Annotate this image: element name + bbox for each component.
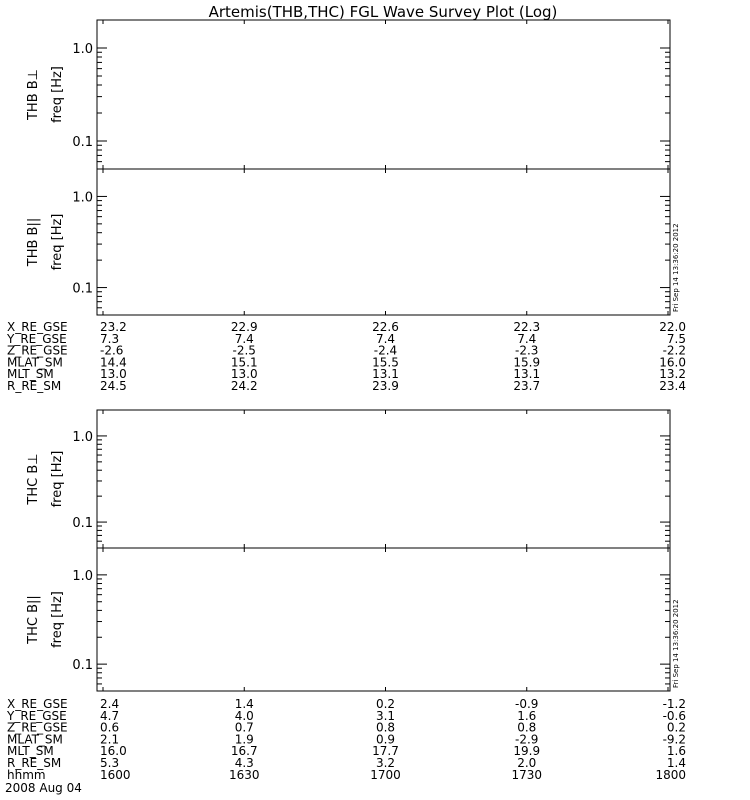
ephem-value: -2.6 (100, 343, 124, 358)
panel-label: THC B|| (26, 595, 41, 644)
panel-frame (97, 20, 670, 169)
ephem-value: -9.2 (662, 732, 686, 747)
spectrogram-panel (26, 169, 680, 315)
ephem-value: 16.7 (230, 744, 258, 759)
plot-timestamp: Fri Sep 14 13:36:20 2012 (672, 223, 680, 312)
ephem-row-name: X_RE_GSE (7, 320, 68, 334)
ephem-value: 19.9 (513, 744, 541, 759)
ephem-value: 4.0 (234, 708, 254, 723)
ephem-value: 23.7 (513, 379, 541, 393)
ephem-row-name: R_RE_SM (7, 756, 62, 770)
ephem-value: 17.7 (372, 744, 399, 759)
ephemeris-tables (6, 320, 686, 782)
ephem-value: 15.9 (513, 355, 541, 370)
ephem-value: 13.0 (230, 367, 258, 382)
ephem-value: 22.6 (372, 320, 399, 334)
ephem-row-name: Z_RE_GSE (7, 720, 68, 735)
ephemeris-table (6, 697, 686, 782)
ephem-value: -2.4 (373, 343, 398, 358)
ephem-value: 24.2 (230, 379, 258, 393)
ephem-value: 23.4 (659, 379, 686, 393)
ephem-value: 4.7 (100, 708, 120, 723)
ephem-value: 15.1 (230, 355, 258, 370)
spectrogram-panel (26, 410, 670, 548)
panel-label: THB B⊥ (26, 68, 41, 121)
ephem-value: 16.0 (100, 744, 127, 759)
panel-frame (97, 548, 670, 691)
ephem-value: 7.4 (234, 331, 254, 346)
panel-label: THB B|| (26, 217, 41, 267)
panel-label: THC B⊥ (26, 453, 41, 505)
ephem-value: 13.2 (659, 367, 686, 382)
ephem-value: 22.0 (659, 320, 686, 334)
ephem-value: 13.1 (513, 367, 541, 382)
panel-frame (97, 169, 670, 315)
ephem-row-name: MLAT_SM (7, 732, 63, 747)
ephem-value: 15.5 (372, 355, 399, 370)
y-tick-label: 1.0 (72, 429, 93, 445)
ephem-row-name: MLT_SM (7, 744, 54, 759)
ephem-value: 14.4 (100, 355, 127, 370)
plot-timestamp: Fri Sep 14 13:36:20 2012 (672, 599, 680, 688)
y-tick-label: 0.1 (72, 135, 93, 151)
ephem-value: 0.9 (375, 732, 396, 747)
ephem-value: 13.0 (100, 367, 127, 382)
ephem-row-name: Z_RE_GSE (7, 343, 68, 358)
ephem-row-name: MLT_SM (7, 367, 54, 382)
ephem-row-name: Y_RE_GSE (7, 331, 67, 346)
ephem-row-name: X_RE_GSE (7, 697, 68, 711)
panel-unit-label: freq [Hz] (50, 213, 65, 271)
spectrogram-panel (26, 548, 680, 691)
ephem-value: 4.3 (234, 756, 254, 770)
ephem-row-name: hhmm (7, 767, 46, 782)
ephem-value: 0.7 (234, 720, 254, 735)
ephem-value: 22.9 (230, 320, 258, 334)
ephem-value: 1730 (511, 767, 543, 782)
y-tick-label: 0.1 (72, 658, 93, 674)
ephem-value: 3.1 (375, 708, 396, 723)
ephem-row-name: R_RE_SM (7, 379, 62, 393)
y-tick-label: 1.0 (72, 568, 93, 584)
ephem-value: 1.4 (234, 697, 254, 711)
ephem-value: 24.5 (100, 379, 127, 393)
spectrogram-panel (26, 20, 670, 169)
ephem-value: -0.6 (662, 708, 686, 723)
ephem-value: 23.2 (100, 320, 127, 334)
ephem-value: -2.9 (515, 732, 539, 747)
ephem-value: -0.9 (515, 697, 539, 711)
ephem-value: 13.1 (372, 367, 399, 382)
ephem-value: 1800 (655, 767, 686, 782)
ephem-value: 5.3 (100, 756, 120, 770)
ephem-value: 0.8 (375, 720, 396, 735)
panel-frame (97, 410, 670, 548)
chart-title: Artemis(THB,THC) FGL Wave Survey Plot (Log) (208, 3, 558, 21)
ephem-value: 7.3 (100, 331, 120, 346)
ephem-value: 1.6 (666, 744, 686, 759)
ephem-value: 1.4 (666, 756, 686, 770)
y-tick-label: 0.1 (72, 516, 93, 532)
panel-unit-label: freq [Hz] (50, 591, 65, 648)
ephem-value: 22.3 (513, 320, 541, 334)
panel-unit-label: freq [Hz] (50, 66, 65, 123)
y-tick-label: 1.0 (72, 190, 93, 206)
ephem-value: 1.9 (234, 732, 254, 747)
ephem-value: 2.1 (100, 732, 120, 747)
ephem-row-name: Y_RE_GSE (7, 708, 67, 723)
ephem-value: 7.4 (375, 331, 396, 346)
ephem-value: 0.2 (666, 720, 686, 735)
y-tick-label: 0.1 (72, 281, 93, 297)
panel-unit-label: freq [Hz] (50, 450, 65, 508)
ephem-value: 23.9 (372, 379, 399, 393)
ephem-value: 1700 (370, 767, 401, 782)
ephem-value: 1.6 (517, 708, 537, 723)
ephem-value: 1600 (100, 767, 131, 782)
ephem-row-name: MLAT_SM (7, 355, 63, 370)
ephem-value: 16.0 (659, 355, 686, 370)
ephem-value: -1.2 (662, 697, 686, 711)
ephem-value: -2.5 (232, 343, 256, 358)
ephem-value: 0.8 (517, 720, 537, 735)
ephem-value: 7.5 (666, 331, 686, 346)
ephem-value: 3.2 (375, 756, 396, 770)
ephem-value: -2.3 (515, 343, 539, 358)
ephem-value: 0.2 (375, 697, 396, 711)
ephem-value: 7.4 (517, 331, 537, 346)
ephem-value: 2.4 (100, 697, 120, 711)
date-label: 2008 Aug 04 (5, 781, 82, 795)
y-tick-label: 1.0 (72, 41, 93, 57)
ephem-value: 0.6 (100, 720, 120, 735)
ephem-value: 1630 (228, 767, 260, 782)
ephem-value: -2.2 (662, 343, 686, 358)
ephemeris-table (6, 320, 686, 393)
ephem-value: 2.0 (517, 756, 537, 770)
